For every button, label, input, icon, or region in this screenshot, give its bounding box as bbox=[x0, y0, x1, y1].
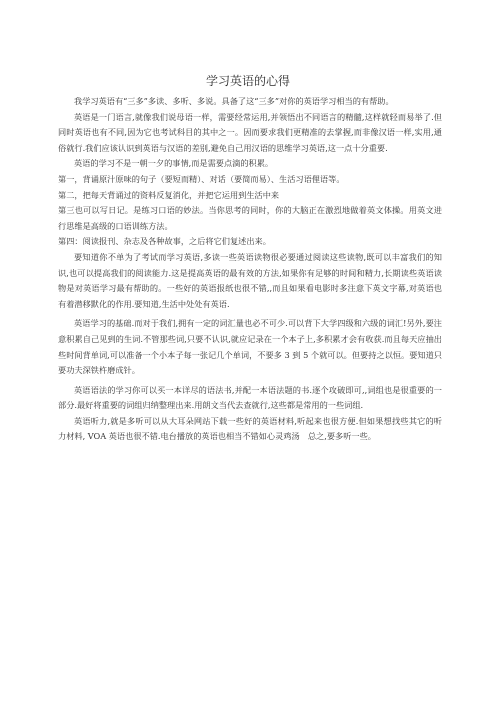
paragraph-reading: 要知道你不单为了考试而学习英语,多读一些英语读物很必要通过阅读这些读物,既可以丰富我们的知识,也可以提高我们的阅读能力.这是提高英语的最有效的方法,如果你有足够的时间和精力,长期读些英语读物是对英语学习最有帮助的。一些好的英语报纸也很不错,,而且如果看电影时多注意下英文字幕,对英语也有着潜移默化的作用.要知道,生活中处处有英语. bbox=[58, 251, 442, 309]
paragraph-intro: 我学习英语有“三多”多读、多听、多说。具备了这“三多”对你的英语学习相当的有帮助。 bbox=[74, 96, 394, 106]
document-body bbox=[58, 94, 442, 445]
paragraph-step-one: 第一，背诵原汁原味的句子（要短而精）、对话（要简而易）、生活习语俚语等。 bbox=[58, 173, 345, 184]
document-title: 学习英语的心得 bbox=[205, 74, 290, 88]
paragraph-listening: 英语听力,就是多听可以从大耳朵网站下载一些好的英语材料,听起来也很方便.但如果想找些其它的听力材料, VOA 英语也很不错.电台播放的英语也相当不错如心灵鸡汤 总之,要多听一些。 bbox=[58, 415, 442, 442]
paragraph-vocabulary: 英语学习的基础.而对于我们,拥有一定的词汇量也必不可少.可以背下大学四级和六级的词汇!另外,要注意积累自己见到的生词.不管那些词,只要不认识,就应记录在一个本子上,多积累才会有收获.而且每天应抽出些时间背单词,可以准备一个小本子每一张记几个单词，不要多 3 到 5 个就可以。但要持之以恒。要知道只要功夫深铁杵磨成针。 bbox=[58, 318, 442, 376]
paragraph-step-three: 第三也可以写日记。是练习口语的妙法。当你思考的同时，你的大脑正在激烈地做着英文体操。用英文进行思维是高级的口语训练方法。 bbox=[58, 205, 442, 231]
paragraph-grammar: 英语语法的学习你可以买一本详尽的语法书,并配一本语法题的书.逐个攻破即可,,词组也是很重要的一部分.最好将重要的词组归纳整理出来.用朗文当代去查就行,这些都是常用的一些词组. bbox=[58, 384, 442, 411]
paragraph-language: 英语是一门语言,就像我们说母语一样，需要经常运用,并领悟出不同语言的精髓,这样就轻而易举了.但同时英语也有不同,因为它也考试科目的其中之一。因而要求我们更精准的去掌握,而非像汉语一样,实用,通俗就行.我们应该认识到英语与汉语的差别,避免自己用汉语的思维学习英语,这一点十分重要. bbox=[58, 111, 442, 153]
paragraph-accumulation: 英语的学习不是一朝一夕的事情,而是需要点滴的积累。 bbox=[74, 158, 274, 169]
paragraph-step-four: 第四：阅读报刊、杂志及各种故事，之后将它们复述出来。 bbox=[58, 236, 271, 247]
paragraph-step-two: 第二，把每天背诵过的资料反复消化，并把它运用到生活中来 bbox=[58, 189, 280, 200]
